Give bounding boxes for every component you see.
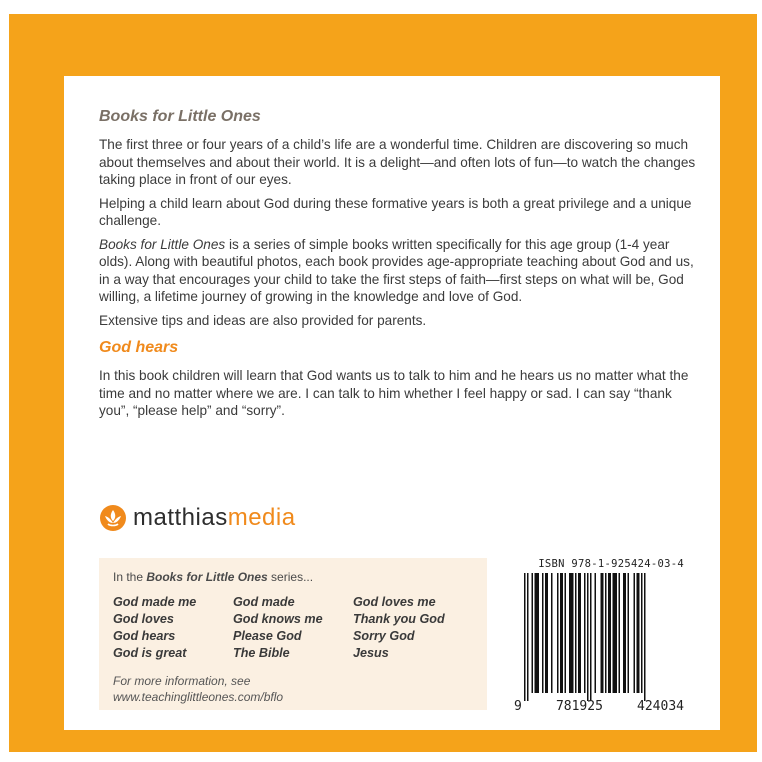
isbn-barcode xyxy=(514,558,684,718)
barcode-bar xyxy=(532,573,534,693)
flower-logo-icon xyxy=(99,504,127,532)
barcode-bar xyxy=(578,573,581,693)
series-column-1 xyxy=(113,594,233,662)
barcode-bar xyxy=(644,573,646,701)
barcode-digits-left: 781925 xyxy=(555,699,603,714)
barcode-bar xyxy=(587,573,589,701)
series-intro xyxy=(113,570,473,584)
book-heading: God hears xyxy=(99,339,179,356)
series-titles xyxy=(113,594,473,662)
book-description: In this book children will learn that God wants us to talk to him and he hears us no matter what the time and no matter where we are. I can talk to him whether I feel happy or sad. I can say “thank you”, “please help” and “sorry”. xyxy=(99,368,689,418)
barcode-bar xyxy=(601,573,604,693)
barcode-bar xyxy=(542,573,544,693)
barcode-bar xyxy=(623,573,626,693)
series-column-2 xyxy=(233,594,353,662)
barcode-bar xyxy=(584,573,586,693)
barcode-bar xyxy=(575,573,577,693)
series-column-3 xyxy=(353,594,473,662)
series-intro-title: Books for Little Ones xyxy=(146,570,268,584)
publisher-logo xyxy=(99,504,296,532)
barcode-bar xyxy=(590,573,592,701)
publisher-name xyxy=(133,504,296,532)
paragraph-series xyxy=(99,236,699,306)
series-title: God made me xyxy=(113,595,197,609)
barcode-digit-lead: 9 xyxy=(514,699,522,714)
barcode-bar xyxy=(565,573,567,693)
book-cover xyxy=(9,14,757,752)
series-title: God knows me xyxy=(233,612,323,626)
isbn-number: ISBN 978-1-925424-03-4 xyxy=(538,558,684,570)
barcode-bar xyxy=(569,573,574,693)
series-title: The Bible xyxy=(233,646,290,660)
barcode-bar xyxy=(619,573,621,693)
series-intro-prefix: In the xyxy=(113,570,147,584)
series-heading: Books for Little Ones xyxy=(99,108,261,125)
series-title: God loves xyxy=(113,612,174,626)
series-intro-suffix: series... xyxy=(267,570,314,584)
series-title: God loves me xyxy=(353,595,436,609)
barcode-bar xyxy=(595,573,597,693)
publisher-name-part2: media xyxy=(227,504,296,531)
series-title: Jesus xyxy=(353,646,389,660)
more-info-label: For more information, see xyxy=(113,674,251,688)
barcode-bars xyxy=(514,573,684,701)
barcode-bar xyxy=(605,573,607,693)
barcode-bar xyxy=(545,573,548,693)
more-info xyxy=(113,673,473,705)
paragraph-intro: The first three or four years of a child’s life are a wonderful time. Children are discovering so much about themselves and about their world. It is a delight—and often lots of fun—to watch the changes taking place in front of our eyes. xyxy=(99,137,696,187)
description xyxy=(99,108,699,426)
barcode-digits-right: 424034 xyxy=(637,699,684,714)
series-title: God hears xyxy=(113,629,176,643)
series-title: Please God xyxy=(233,629,302,643)
series-title-inline: Books for Little Ones xyxy=(99,236,226,252)
barcode-bar xyxy=(608,573,611,693)
barcode-digits xyxy=(514,699,684,714)
barcode-bar xyxy=(637,573,640,693)
paragraph-privilege: Helping a child learn about God during these formative years is both a great privilege and a unique challenge. xyxy=(99,195,692,228)
back-panel xyxy=(64,76,720,730)
paragraph-series-text: is a series of simple books written specifically for this age group (1-4 year olds). Along with beautiful photos, each book provides age-appropriate teaching about God and us, in a way that encourages your child to take the first steps of faith—first steps on what will be, God willing, a lifetime journey of growing in the knowledge and love of God. xyxy=(99,236,694,304)
more-info-url: www.teachinglittleones.com/bflo xyxy=(113,690,284,704)
series-title: God made xyxy=(233,595,295,609)
barcode-bar xyxy=(560,573,563,693)
barcode-bar xyxy=(524,573,526,701)
paragraph-tips: Extensive tips and ideas are also provided for parents. xyxy=(99,312,427,328)
series-list-box xyxy=(99,558,487,710)
barcode-bar xyxy=(634,573,636,693)
barcode-bar xyxy=(628,573,630,693)
barcode-bar xyxy=(551,573,553,693)
series-title: Sorry God xyxy=(353,629,415,643)
publisher-name-part1: matthias xyxy=(133,504,228,531)
barcode-bar xyxy=(641,573,643,693)
series-title: Thank you God xyxy=(353,612,445,626)
barcode-bar xyxy=(613,573,618,693)
series-title: God is great xyxy=(113,646,187,660)
barcode-bar xyxy=(535,573,540,693)
barcode-bar xyxy=(527,573,529,701)
barcode-bar xyxy=(557,573,559,693)
